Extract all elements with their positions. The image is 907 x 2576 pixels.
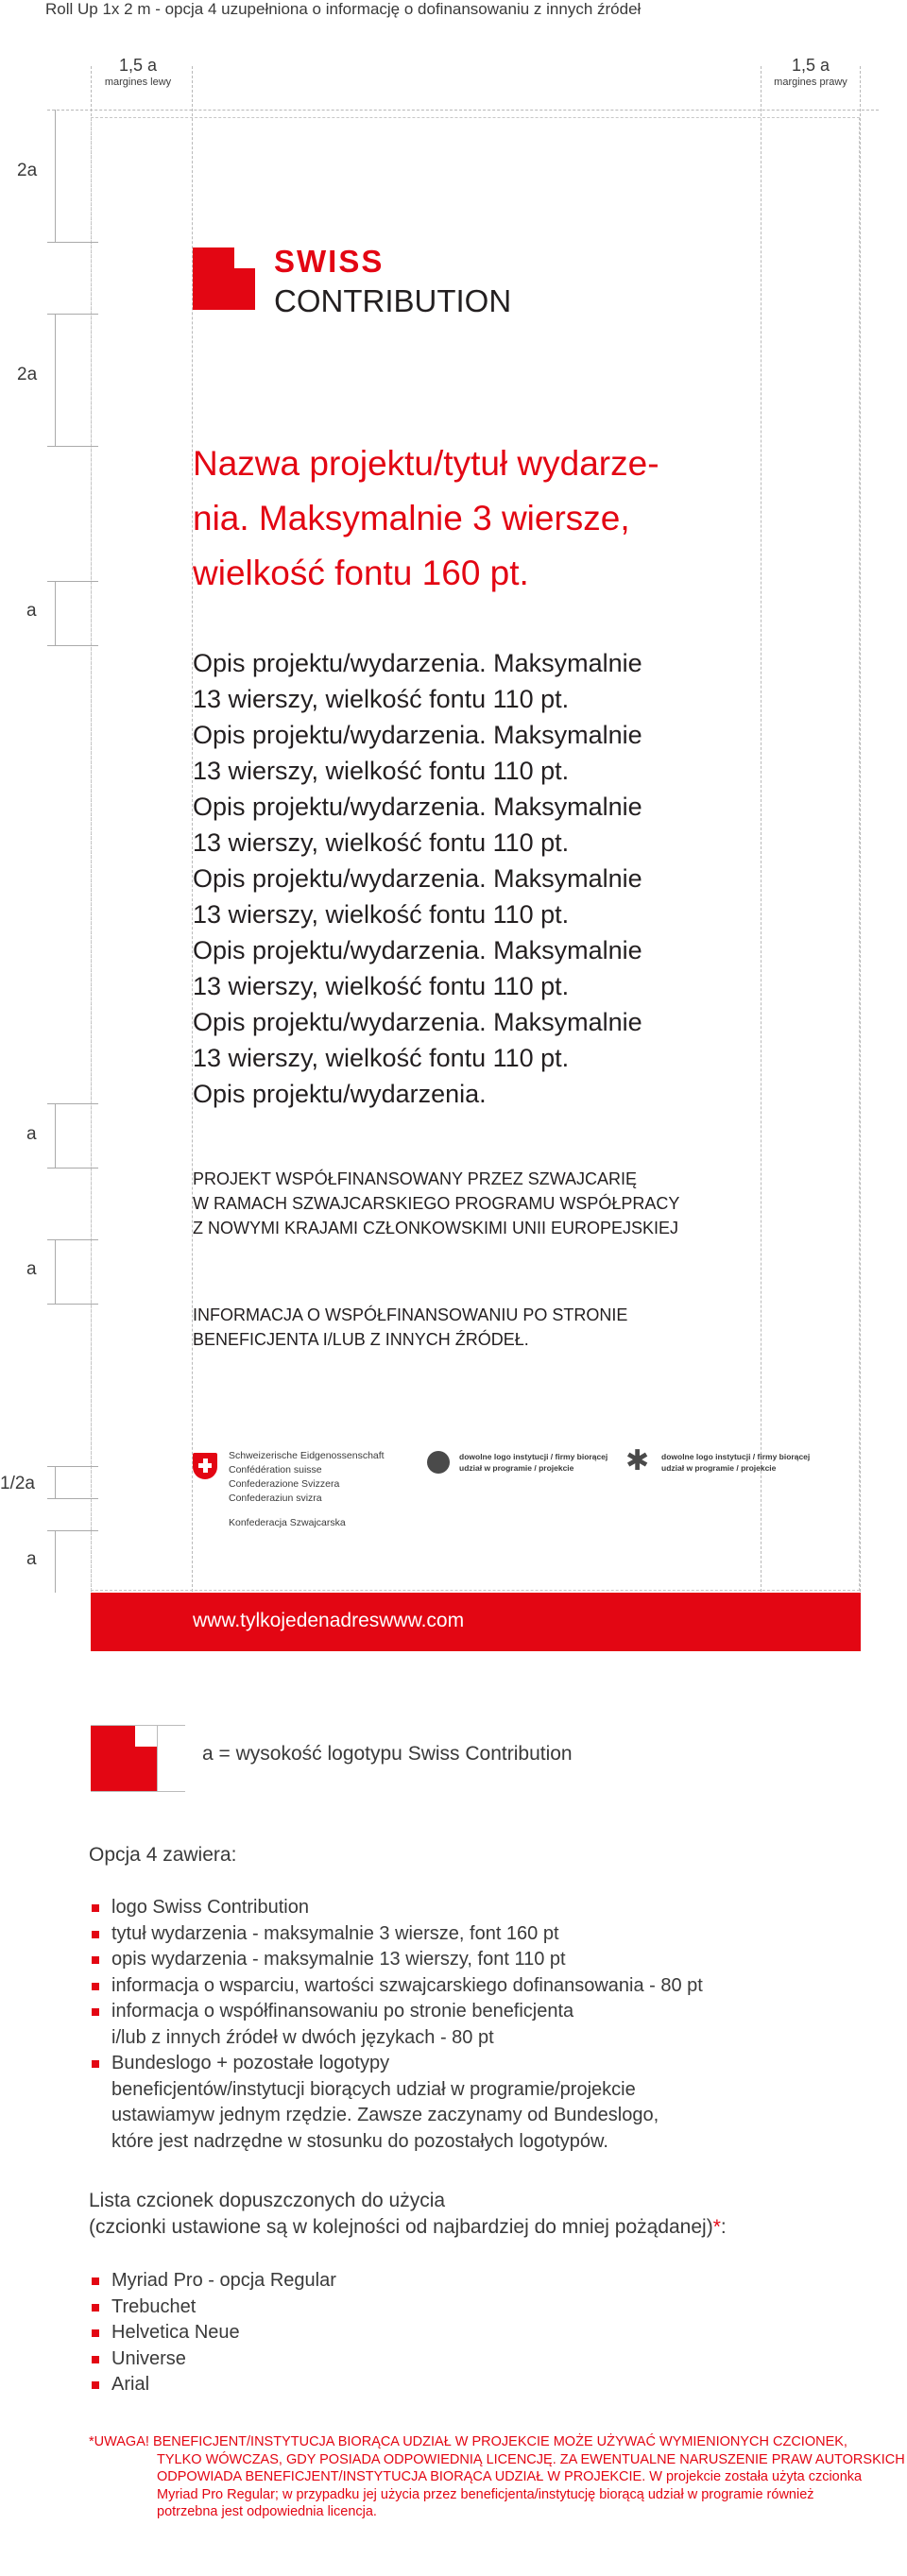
poster-url: www.tylkojedenadreswww.com [193,1610,465,1631]
legend-text: a = wysokość logotypu Swiss Contribution [202,1743,573,1765]
list-item: Trebuchet [91,2295,884,2321]
dim-a-3: a [26,1259,37,1279]
circle-logo-placeholder-icon [427,1451,450,1474]
dim-tick [47,1466,98,1467]
cofinancing-statement: PROJEKT WSPÓŁFINANSOWANY PRZEZ SZWAJCARIĘ W RAMACH SZWAJCARSKIEGO PROGRAMU WSPÓŁPRACY Z NOWYMI KRAJAMI CZŁONKOWSKIMI UNII EUROPEJSKIEJ [193,1169,680,1237]
left-margin-label: 1,5 a margines lewy [104,56,172,88]
list-item: logo Swiss Contribution [91,1895,884,1921]
dim-tick [47,581,98,582]
dim-a-2: a [26,1124,37,1144]
dim-tick [47,645,98,646]
option-list [91,1895,884,2155]
poster-project-title: Nazwa projektu/tytuł wydarze- nia. Maksymalnie 3 wiersze, wielkość fontu 160 pt. [193,444,659,592]
confederation-polish-name: Konfederacja Szwajcarska [229,1517,346,1528]
dim-line [55,1530,56,1593]
confederation-names: Schweizerische Eidgenossenschaft Confédération suisse Confederazione Svizzera Confederaziun svizra [229,1450,385,1504]
beneficiary-statement: INFORMACJA O WSPÓŁFINANSOWANIU PO STRONIE BENEFICJENTA I/LUB Z INNYCH ŹRÓDEŁ. [193,1305,628,1349]
legend-guide [157,1725,158,1791]
guide-right-edge [860,66,861,1596]
list-item: informacja o wsparciu, wartości szwajcarskiego dofinansowania - 80 pt [91,1973,884,2000]
dim-line [55,314,56,446]
guide-top [47,110,879,111]
asterisk-logo-placeholder-icon: ✱ [625,1445,650,1476]
poster-description: Opis projektu/wydarzenia. Maksymalnie 13 wierszy, wielkość fontu 110 pt. Opis projektu/wydarzenia. Maksymalnie 13 wierszy, wielkość fontu 110 pt. Opis projektu/wydarzenia. Maksymalnie 13 wierszy, wielkość fontu 110 pt. Opis projektu/wydarzenia. Maksymalnie 13 wierszy, wielkość fontu 110 pt. Opis projektu/wydarzenia. Maksymalnie 13 wierszy, wielkość fontu 110 pt. Opis projektu/wydarzenia. Maksymalnie 13 wierszy, wielkość fontu 110 pt. Opis projektu/wydarzenia. [193,649,642,1108]
dim-line [55,1466,56,1498]
dim-line [55,1239,56,1304]
list-item: Helvetica Neue [91,2320,884,2346]
legend-guide [91,1791,185,1792]
dim-line [55,110,56,242]
fonts-list [91,2268,884,2398]
legend-guide [91,1725,185,1726]
dim-2a-middle: 2a [17,365,38,384]
list-item: Bundeslogo + pozostałe logotypy beneficjentów/instytucji biorących udział w programie/projekcie ustawiamyw jednym rzędzie. Zawsze zaczynamy od Bundeslogo, które jest nadrzędne w stosunku do pozostałych logotypów. [91,2051,884,2155]
logo-placeholder-note-1: dowolne logo instytucji / firmy biorącej udział w programie / projekcie [459,1452,608,1473]
dim-line [55,1103,56,1168]
dim-tick [47,446,98,447]
dim-line [55,581,56,645]
dim-tick [47,242,98,243]
list-item: tytuł wydarzenia - maksymalnie 3 wiersze, font 160 pt [91,1921,884,1948]
dim-tick [47,1168,98,1169]
dim-half-a: 1/2a [0,1474,35,1493]
right-margin-label: 1,5 a margines prawy [774,56,847,88]
dim-tick [47,1498,98,1499]
dim-tick [47,1239,98,1240]
dim-tick [47,1304,98,1305]
logo-placeholder-note-2: dowolne logo instytucji / firmy biorącej udział w programie / projekcie [661,1452,811,1473]
option-heading: Opcja 4 zawiera: [89,1844,237,1866]
list-item: Universe [91,2346,884,2373]
dim-tick [47,1103,98,1104]
url-bar [91,1593,861,1651]
list-item: opis wydarzenia - maksymalnie 13 wierszy, font 110 pt [91,1947,884,1973]
document-title: Roll Up 1x 2 m - opcja 4 uzupełniona o informację o dofinansowaniu z innych źródeł [45,0,642,18]
license-warning: *UWAGA! BENEFICJENT/INSTYTUCJA BIORĄCA UDZIAŁ W PROJEKCIE MOŻE UŻYWAĆ WYMIENIONYCH CZCIONEK, TYLKO WÓWCZAS, GDY POSIADA ODPOWIEDNIĄ LICENCJĘ. ZA EWENTUALNE NARUSZENIE PRAW AUTORSKICH ODPOWIADA BENEFICJENT/INSTYTUCJA BIORĄCA UDZIAŁ W PROJEKCIE. W projekcie została użyta czcionka Myriad Pro Regular; w przypadku jej użycia przez beneficjenta/instytucję biorącą udział w programie również potrzebna jest odpowiednia licencja. [89,2434,905,2519]
swiss-logo-mark-icon [193,247,255,310]
dim-tick [47,1530,98,1531]
dim-a-1: a [26,601,37,621]
dim-a-4: a [26,1549,37,1569]
list-item: Arial [91,2372,884,2398]
swiss-federal-cross-icon [193,1453,217,1479]
legend-logo-mark-icon [91,1725,157,1791]
list-item: Myriad Pro - opcja Regular [91,2268,884,2295]
dim-2a-top: 2a [17,161,38,180]
fonts-heading: Lista czcionek dopuszczonych do użycia (czcionki ustawione są w kolejności od najbardziej do mniej pożądanej)*: [89,2190,727,2238]
list-item: informacja o współfinansowaniu po stronie beneficjenta i/lub z innych źródeł w dwóch językach - 80 pt [91,1999,884,2051]
dim-tick [47,314,98,315]
